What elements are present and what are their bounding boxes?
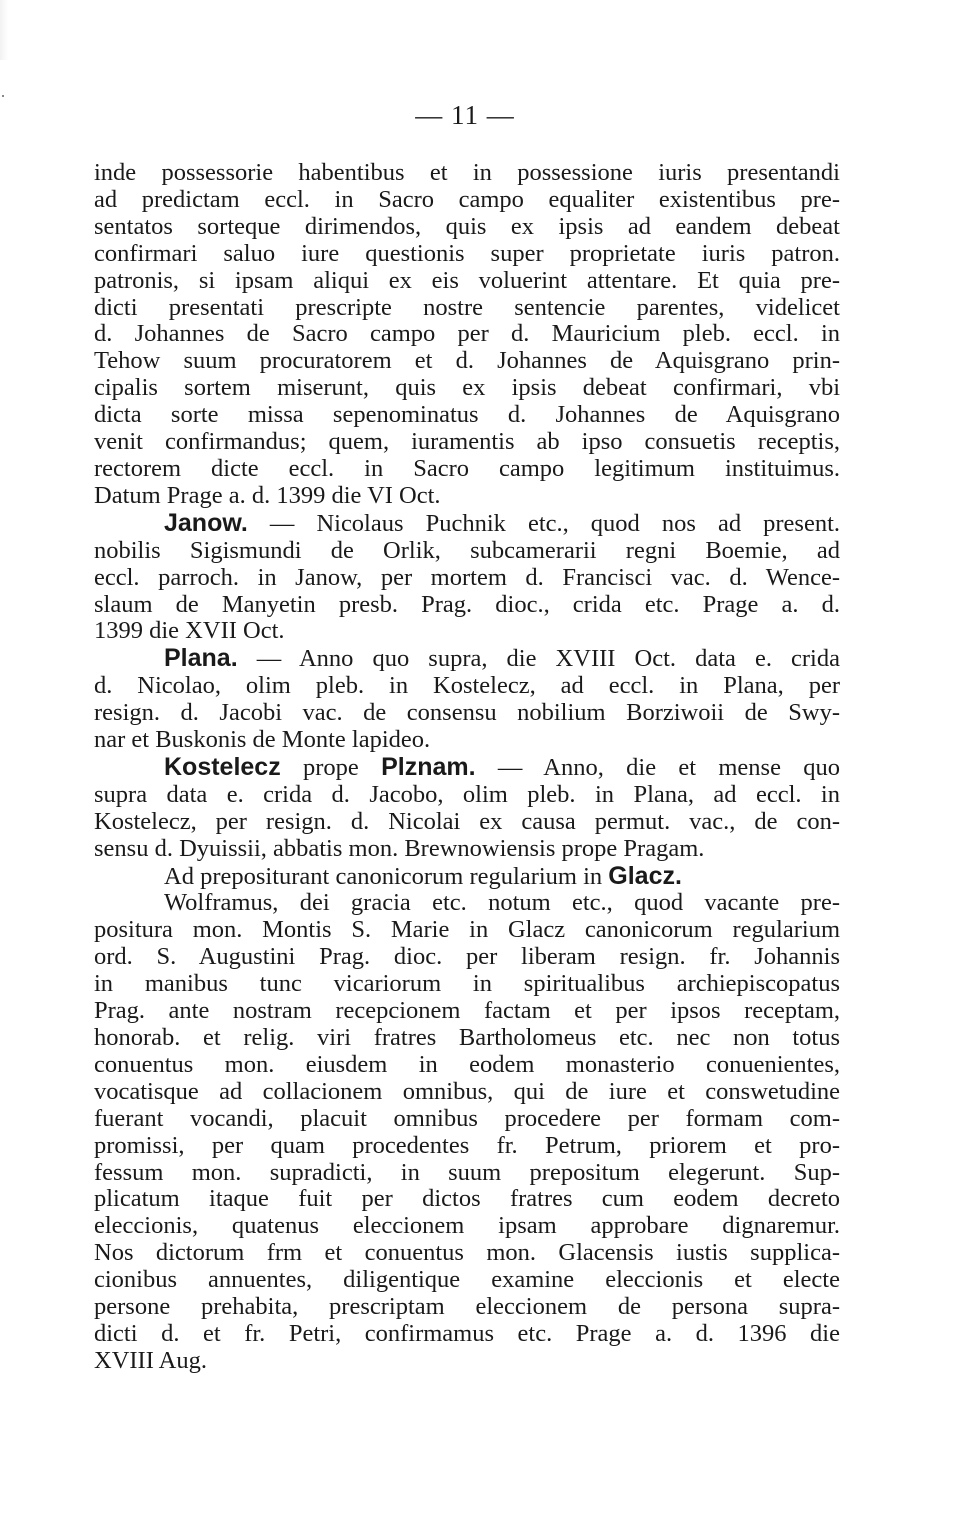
line-text: cipalis sortem miserunt, quis ex ipsis debeat confirmari, vbi [94, 374, 840, 402]
text-line [94, 538, 840, 565]
line-text: d. Nicolao, olim pleb. in Kostelecz, ad eccl. in Plana, per [94, 672, 840, 700]
scan-speck [2, 95, 4, 97]
text-line [94, 592, 840, 619]
text-line [94, 1267, 840, 1294]
text-line [94, 1079, 840, 1106]
text-line [94, 890, 840, 917]
text-line [94, 565, 840, 592]
line-text: cionibus annuentes, diligentique examine eleccionis et electe [94, 1266, 840, 1294]
place-heading: Kostelecz [164, 752, 281, 781]
text-line [94, 1321, 840, 1348]
text-line [94, 809, 840, 836]
line-text: Nos dictorum frm et conuentus mon. Glacensis iustis supplica- [94, 1239, 840, 1267]
line-text: slaum de Manyetin presb. Prag. dioc., crida etc. Prage a. d. [94, 590, 840, 618]
text-line [94, 917, 840, 944]
text-line [94, 1160, 840, 1187]
text-line [94, 1133, 840, 1160]
line-text: rectorem dicte eccl. in Sacro campo legitimum instituimus. [94, 454, 840, 482]
text-line [94, 295, 840, 322]
place-heading: Plznam. [381, 752, 476, 781]
line-text: — Anno, die et mense quo [475, 753, 840, 781]
line-text: nobilis Sigismundi de Orlik, subcamerarii regni Boemie, ad [94, 536, 840, 564]
text-line [94, 700, 840, 727]
line-text: in manibus tunc vicariorum in spiritualibus archiepiscopatus [94, 970, 840, 998]
line-text: eccl. parroch. in Janow, per mortem d. Francisci vac. d. Wence- [94, 563, 840, 591]
text-line [94, 863, 840, 891]
place-heading: Plana. [164, 644, 238, 673]
text-line [94, 1348, 840, 1375]
text-line [94, 348, 840, 375]
line-text: promissi, per quam procedentes fr. Petrum, priorem et pro- [94, 1131, 840, 1159]
line-text: Datum Prage a. d. 1399 die VI Oct. [94, 481, 441, 509]
place-heading: Glacz. [608, 861, 682, 890]
line-text: positura mon. Montis S. Marie in Glacz canonicorum regularium [94, 916, 840, 944]
text-line [94, 836, 840, 863]
text-line [94, 944, 840, 971]
line-text: honorab. et relig. viri fratres Bartholomeus etc. nec non totus [94, 1024, 840, 1051]
text-line [94, 241, 840, 268]
line-text: supra data e. crida d. Jacobo, olim pleb. in Plana, ad eccl. in [94, 780, 840, 808]
text-line [94, 727, 840, 754]
line-text: nar et Buskonis de Monte lapideo. [94, 726, 431, 754]
text-line [94, 483, 840, 510]
text-line [94, 645, 840, 673]
line-text: dicti d. et fr. Petri, confirmamus etc. Prage a. d. 1396 die [94, 1319, 840, 1347]
text-line [94, 402, 840, 429]
body-text [94, 160, 840, 1375]
text-line [94, 618, 840, 645]
line-text: Ad prepositurant canonicorum regularium in [164, 862, 609, 890]
line-text: dicti presentati prescripte nostre sentencie parentes, videlicet [94, 293, 840, 321]
line-text: eleccionis, quatenus eleccionem ipsam approbare dignaremur. [94, 1212, 840, 1240]
line-text: conuentus mon. eiusdem in eodem monasterio conuenientes, [94, 1050, 840, 1078]
text-line [94, 1186, 840, 1213]
text-line [94, 1240, 840, 1267]
text-line [94, 1106, 840, 1133]
text-line [94, 510, 840, 538]
line-text: Prag. ante nostram recepcionem factam et per ipsos receptam, [94, 997, 840, 1025]
text-line [94, 1294, 840, 1321]
line-text: sensu d. Dyuissii, abbatis mon. Brewnowiensis prope Pragam. [94, 834, 705, 862]
text-line [94, 375, 840, 402]
line-text: resign. d. Jacobi vac. de consensu nobilium Borziwoii de Swy- [94, 699, 840, 727]
text-line [94, 754, 840, 782]
line-text: prope [280, 753, 382, 781]
line-text: confirmari saluo iure questionis super proprietate iuris patron. [94, 239, 840, 267]
line-text: 1399 die XVII Oct. [94, 617, 285, 645]
text-line [94, 782, 840, 809]
text-line [94, 971, 840, 998]
line-text: venit confirmandus; quem, iuramentis ab ipso consuetis receptis, [94, 428, 840, 456]
line-text: ad predictam eccl. in Sacro campo equaliter existentibus pre- [94, 185, 840, 213]
text-line [94, 429, 840, 456]
line-text: — Anno quo supra, die XVIII Oct. data e. crida [237, 645, 840, 673]
text-line [94, 1052, 840, 1079]
line-text: plicatum itaque fuit per dictos fratres cum eodem decreto [94, 1185, 840, 1213]
text-line [94, 160, 840, 187]
text-line [94, 321, 840, 348]
line-text: sentatos sorteque dirimendos, quis ex ipsis ad eandem debeat [94, 212, 840, 240]
line-text: XVIII Aug. [94, 1346, 207, 1374]
line-text: vocatisque ad collacionem omnibus, qui de iure et conswetudine [94, 1077, 840, 1105]
scan-edge-shadow [0, 0, 8, 60]
line-text: — Nicolaus Puchnik etc., quod nos ad present. [247, 509, 840, 537]
line-text: inde possessorie habentibus et in possessione iuris presentandi [94, 159, 840, 186]
line-text: Kostelecz, per resign. d. Nicolai ex causa permut. vac., de con- [94, 807, 840, 835]
text-line [94, 1025, 840, 1052]
text-line [94, 456, 840, 483]
text-line [94, 998, 840, 1025]
text-line [94, 214, 840, 241]
text-line [94, 268, 840, 295]
text-line [94, 1213, 840, 1240]
line-text: fessum mon. supradicti, in suum prepositum elegerunt. Sup- [94, 1158, 840, 1186]
line-text: ord. S. Augustini Prag. dioc. per liberam resign. fr. Johannis [94, 943, 840, 971]
line-text: patronis, si ipsam aliqui ex eis voluerint attentare. Et quia pre- [94, 266, 840, 294]
line-text: dicta sorte missa sepenominatus d. Johannes de Aquisgrano [94, 401, 840, 429]
line-text: persone prehabita, prescriptam eleccionem de persona supra- [94, 1293, 840, 1321]
line-text: Wolframus, dei gracia etc. notum etc., quod vacante pre- [164, 889, 840, 917]
line-text: Tehow suum procuratorem et d. Johannes de Aquisgrano prin- [94, 347, 840, 375]
line-text: fuerant vocandi, placuit omnibus procedere per formam com- [94, 1104, 840, 1132]
page-number: — 11 — [415, 100, 515, 130]
line-text: d. Johannes de Sacro campo per d. Mauricium pleb. eccl. in [94, 320, 840, 348]
text-line [94, 187, 840, 214]
text-line [94, 673, 840, 700]
place-heading: Janow. [164, 508, 248, 537]
